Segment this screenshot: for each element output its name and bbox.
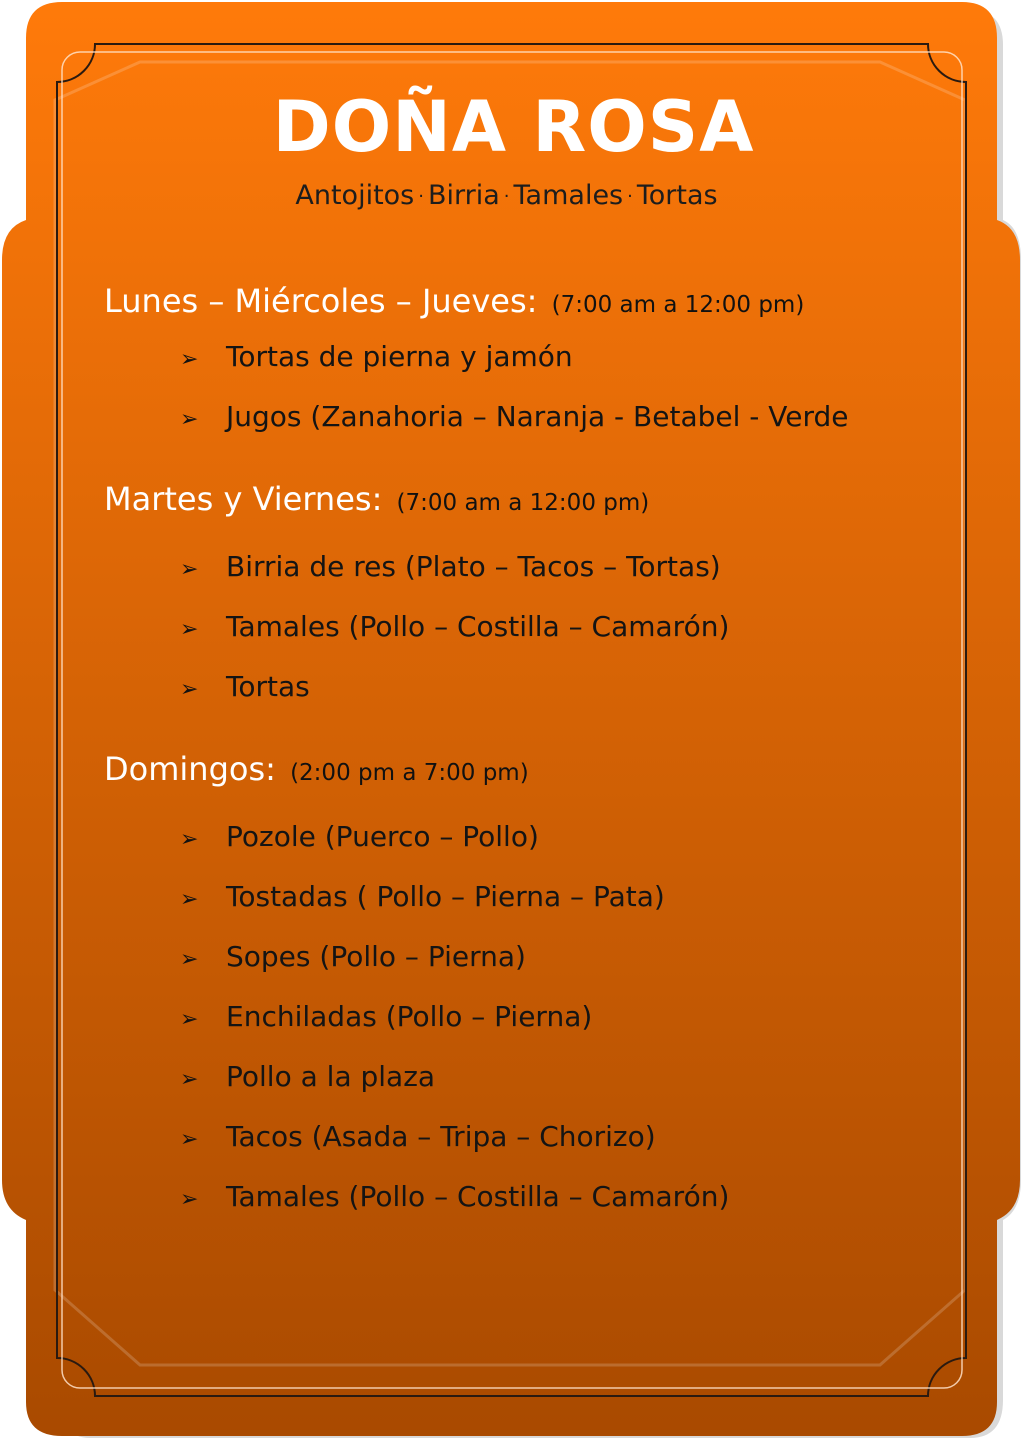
tagline-item: Birria xyxy=(427,180,500,211)
schedule-heading-domingos xyxy=(104,748,529,794)
menu-item xyxy=(180,877,665,920)
menu-item-label: Tamales (Pollo – Costilla – Camarón) xyxy=(226,1180,730,1213)
schedule-hours: (7:00 am a 12:00 pm) xyxy=(396,490,650,516)
menu-item-label: Enchiladas (Pollo – Pierna) xyxy=(226,1000,593,1033)
menu-item xyxy=(180,547,721,590)
schedule-hours: (7:00 am a 12:00 pm) xyxy=(551,292,805,318)
dot-separator-icon: · xyxy=(418,185,424,207)
restaurant-title: DOÑA ROSA xyxy=(272,86,755,168)
arrowhead-bullet-icon: ➢ xyxy=(180,1127,199,1152)
menu-item-label: Tacos (Asada – Tripa – Chorizo) xyxy=(226,1120,656,1153)
menu-item xyxy=(180,397,849,440)
arrowhead-bullet-icon: ➢ xyxy=(180,677,199,702)
menu-item xyxy=(180,607,729,650)
schedule-heading-lun-mie-jue xyxy=(104,280,804,326)
arrowhead-bullet-icon: ➢ xyxy=(180,1187,199,1212)
restaurant-tagline xyxy=(0,178,1013,215)
dot-separator-icon: · xyxy=(503,185,510,207)
arrowhead-bullet-icon: ➢ xyxy=(180,407,199,432)
schedule-heading-mar-vie xyxy=(104,478,649,524)
menu-item-label: Tostadas ( Pollo – Pierna – Pata) xyxy=(226,880,665,913)
menu-item xyxy=(180,1177,729,1220)
menu-item-label: Pozole (Puerco – Pollo) xyxy=(226,820,539,853)
menu-item xyxy=(180,1117,656,1160)
menu-item-label: Pollo a la plaza xyxy=(226,1060,436,1093)
arrowhead-bullet-icon: ➢ xyxy=(180,347,199,372)
arrowhead-bullet-icon: ➢ xyxy=(180,827,199,852)
tagline-item: Tortas xyxy=(636,180,718,211)
tagline-item: Tamales xyxy=(513,180,624,211)
schedule-days: Martes y Viernes: xyxy=(104,480,383,518)
menu-item xyxy=(180,937,526,980)
arrowhead-bullet-icon: ➢ xyxy=(180,947,199,972)
schedule-hours: (2:00 pm a 7:00 pm) xyxy=(290,760,529,786)
menu-item-label: Sopes (Pollo – Pierna) xyxy=(226,940,526,973)
menu-item xyxy=(180,817,539,860)
arrowhead-bullet-icon: ➢ xyxy=(180,887,199,912)
menu-item xyxy=(180,337,573,380)
menu-item-label: Birria de res (Plato – Tacos – Tortas) xyxy=(226,550,721,583)
menu-item-label: Tamales (Pollo – Costilla – Camarón) xyxy=(226,610,730,643)
tagline-item: Antojitos xyxy=(295,180,415,211)
arrowhead-bullet-icon: ➢ xyxy=(180,557,199,582)
schedule-days: Domingos: xyxy=(104,750,276,788)
arrowhead-bullet-icon: ➢ xyxy=(180,617,199,642)
arrowhead-bullet-icon: ➢ xyxy=(180,1067,199,1092)
menu-item-label: Jugos (Zanahoria – Naranja - Betabel - Verde xyxy=(226,400,849,433)
menu-item-label: Tortas de pierna y jamón xyxy=(226,340,573,373)
menu-item-label: Tortas xyxy=(226,670,310,703)
arrowhead-bullet-icon: ➢ xyxy=(180,1007,199,1032)
menu-item xyxy=(180,1057,435,1100)
menu-item xyxy=(180,997,592,1040)
menu-item xyxy=(180,667,310,710)
dot-separator-icon: · xyxy=(627,185,633,207)
schedule-days: Lunes – Miércoles – Jueves: xyxy=(104,282,538,320)
